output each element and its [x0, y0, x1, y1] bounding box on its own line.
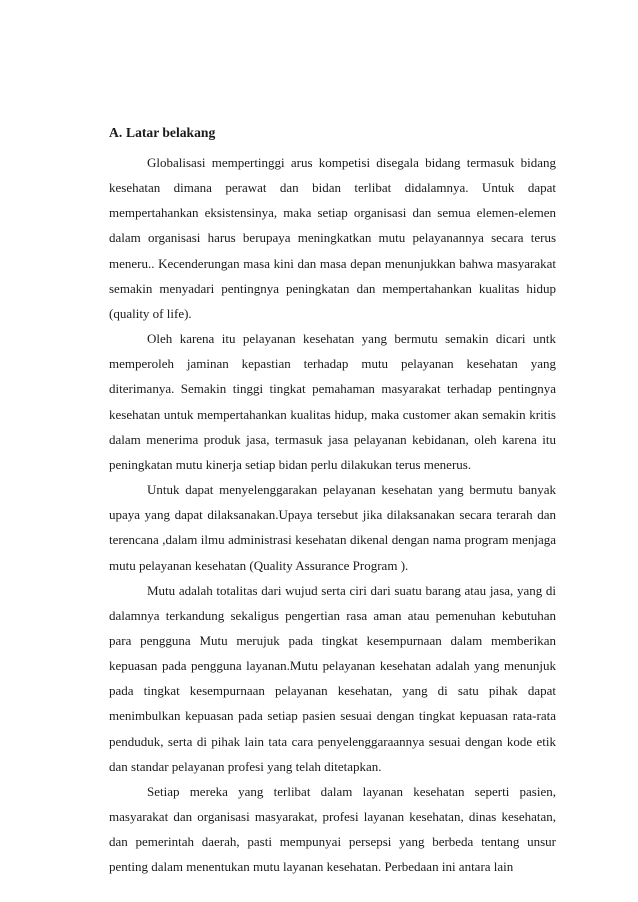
body-text [109, 150, 556, 880]
paragraph-oleh-karena: Oleh karena itu pelayanan kesehatan yang bermutu semakin dicari untk memperoleh jaminan kepastian terhadap mutu pelayanan kesehatan yang diterimanya. Semakin tinggi tingkat pemahaman masyarakat terhadap pentingnya kesehatan untuk mempertahankan kualitas hidup, maka customer akan semakin kritis dalam menerima produk jasa, termasuk jasa pelayanan kebidanan, oleh karena itu peningkatan mutu kinerja setiap bidan perlu dilakukan terus menerus. [109, 331, 556, 472]
paragraph-setiap-mereka: Setiap mereka yang terlibat dalam layanan kesehatan seperti pasien, masyarakat dan organisasi masyarakat, profesi layanan kesehatan, dinas kesehatan, dan pemerintah daerah, pasti mempunyai persepsi yang berbeda tentang unsur penting dalam menentukan mutu layanan kesehatan. Perbedaan ini antara lain [109, 783, 556, 875]
section-title: Latar belakang [126, 125, 216, 140]
paragraph-mutu-adalah: Mutu adalah totalitas dari wujud serta ciri dari suatu barang atau jasa, yang di dalamnya terkandung sekaligus pengertian rasa aman atau pemenuhan kebutuhan para pengguna Mutu merujuk pada tingkat kesempurnaan dalam memberikan kepuasan pada pengguna layanan.Mutu pelayanan kesehatan adalah yang menunjuk pada tingkat kesempurnaan pelayanan kesehatan, yang di satu pihak dapat menimbulkan kepuasan pada setiap pasien sesuai dengan tingkat kepuasan rata-rata penduduk, serta di pihak lain tata cara penyelenggaraannya sesuai dengan kode etik dan standar pelayanan profesi yang telah ditetapkan. [109, 582, 556, 774]
paragraph-globalisasi: Globalisasi mempertinggi arus kompetisi disegala bidang termasuk bidang kesehatan dimana perawat dan bidan terlibat didalamnya. Untuk dapat mempertahankan eksistensinya, maka setiap organisasi dan semua elemen-elemen dalam organisasi harus berupaya meningkatkan mutu pelayanannya secara terus meneru.. Kecenderungan masa kini dan masa depan menunjukkan bahwa masyarakat semakin menyadari pentingnya peningkatan dan mempertahankan kualitas hidup (quality of life). [109, 155, 556, 321]
paragraph-untuk-dapat: Untuk dapat menyelenggarakan pelayanan kesehatan yang bermutu banyak upaya yang dapat dilaksanakan.Upaya tersebut jika dilaksanakan secara terarah dan terencana ,dalam ilmu administrasi kesehatan dikenal dengan nama program menjaga mutu pelayanan kesehatan (Quality Assurance Program ). [109, 482, 556, 573]
section-number: A. [109, 125, 123, 140]
section-heading [109, 123, 556, 142]
